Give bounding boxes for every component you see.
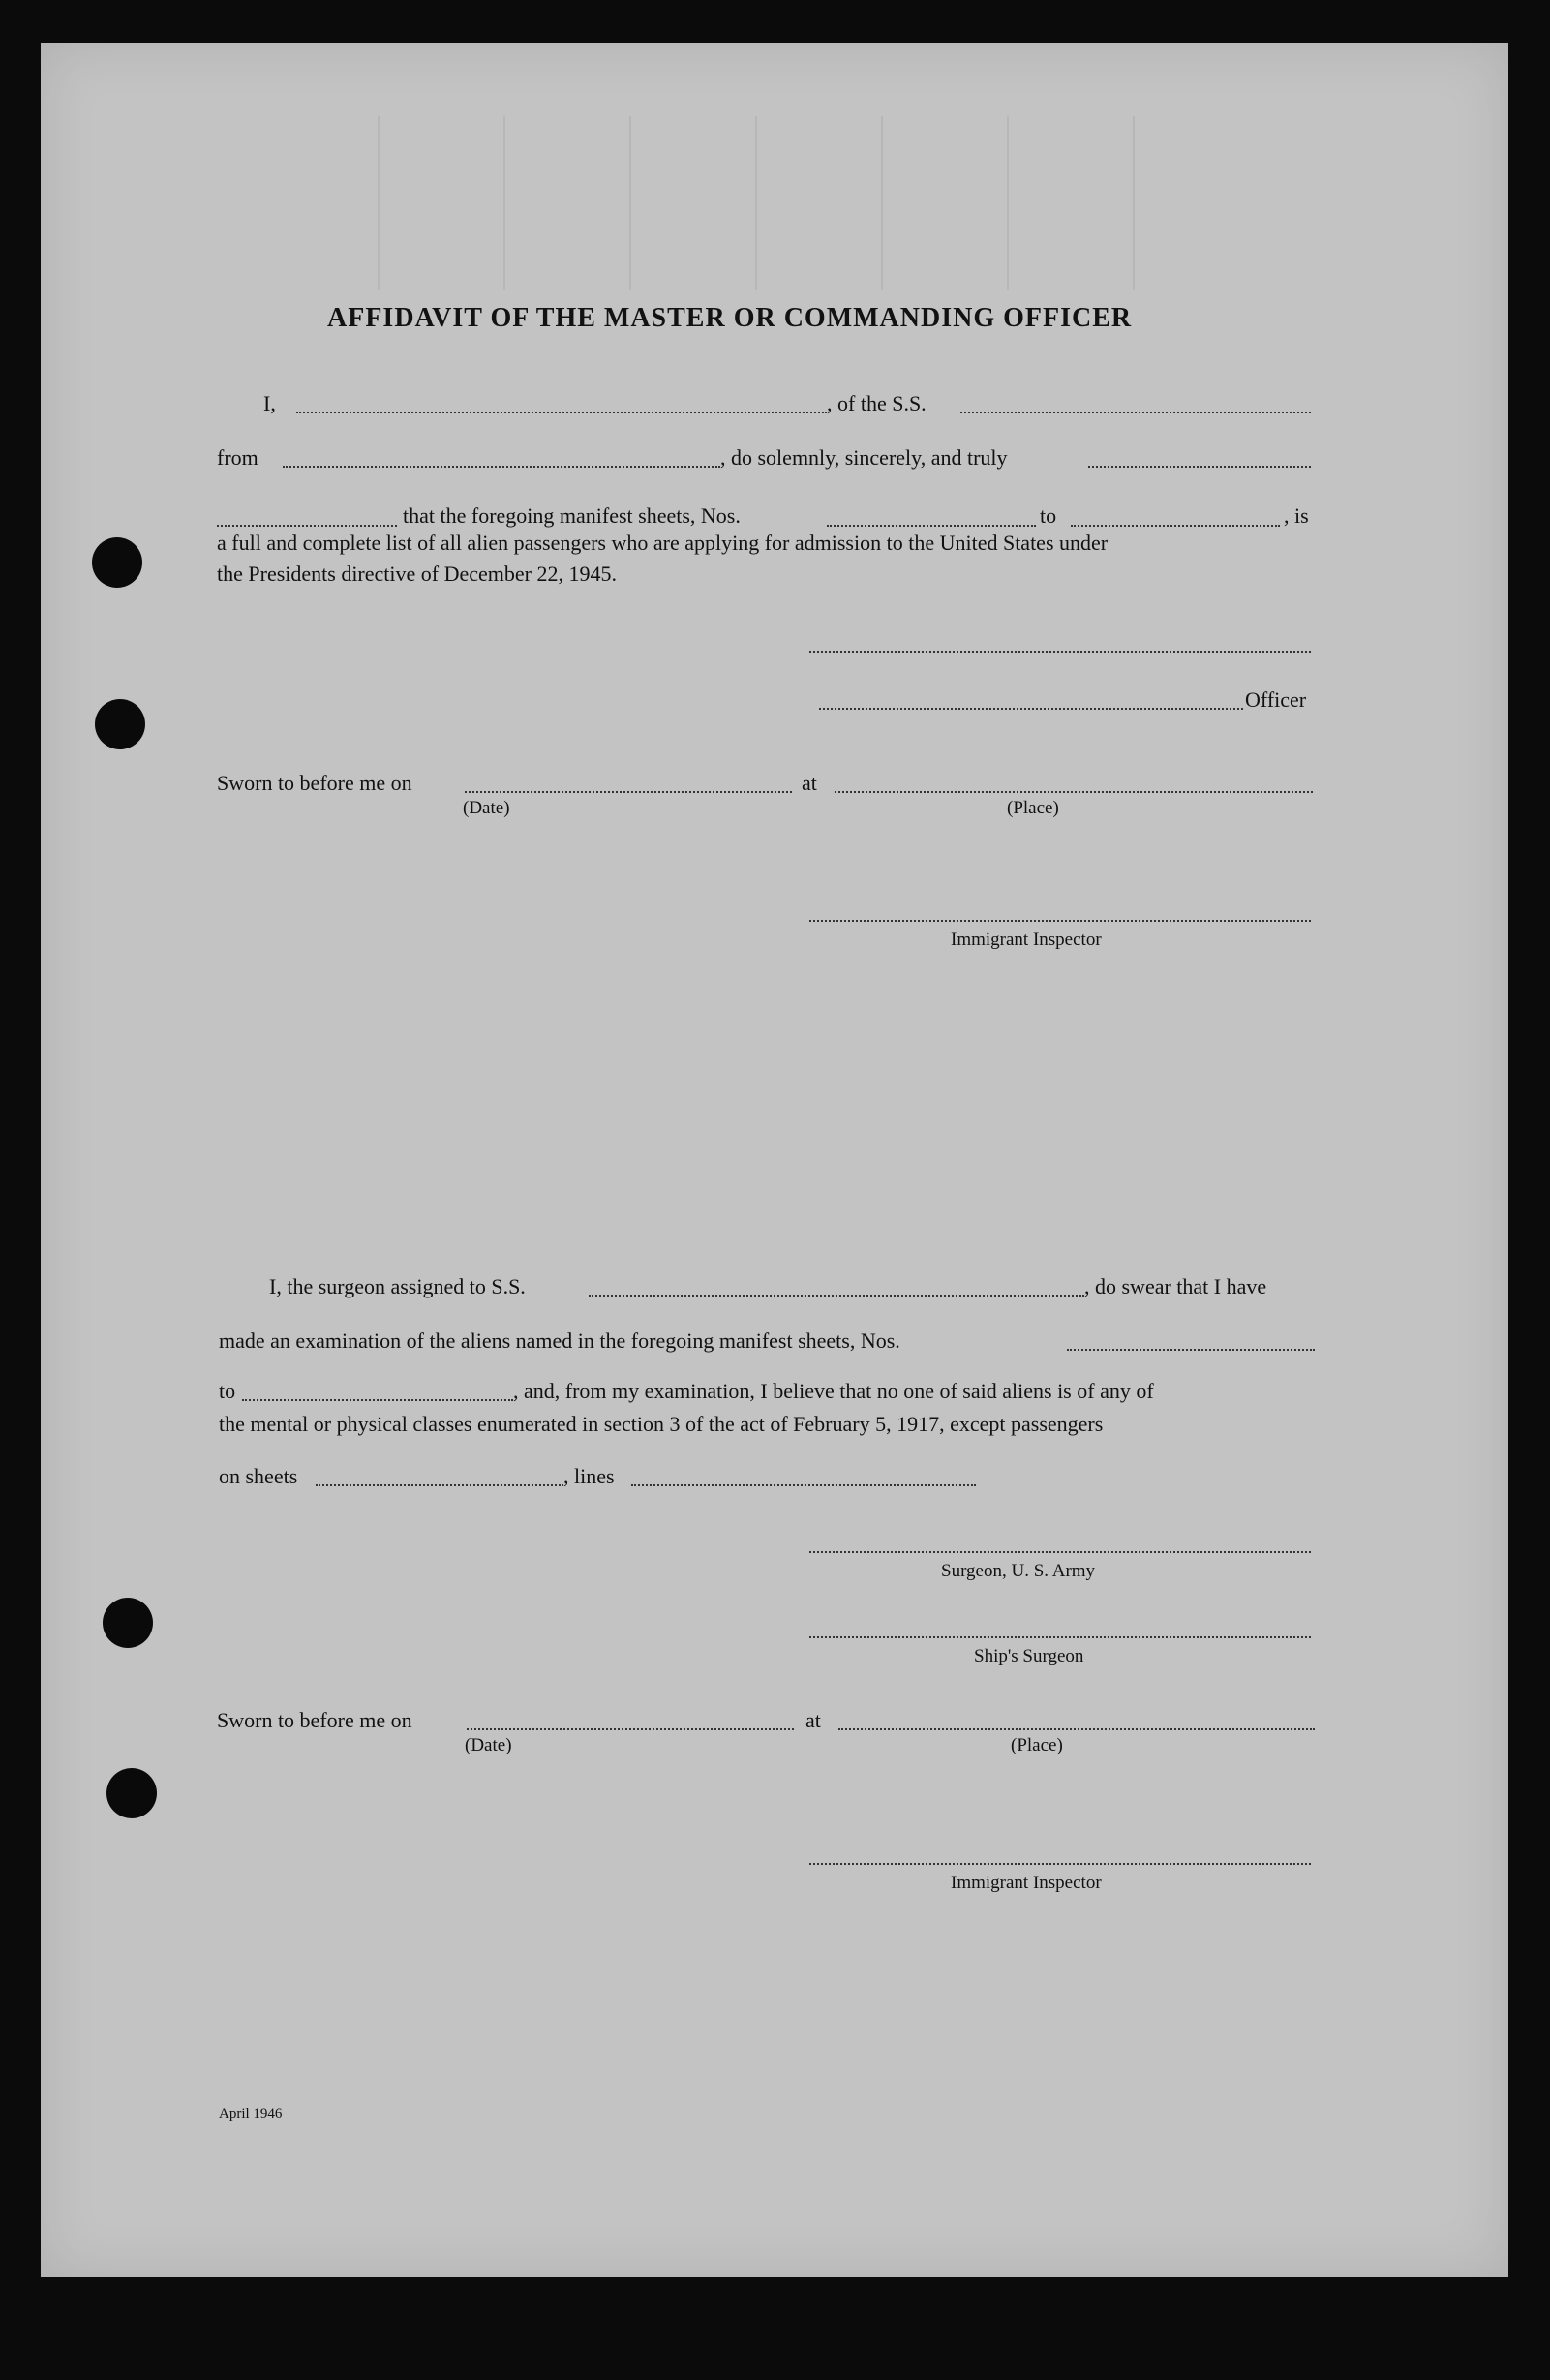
sheet-from-field[interactable] xyxy=(827,525,1036,527)
punch-hole xyxy=(92,537,142,588)
text-surgeon-assigned: I, the surgeon assigned to S.S. xyxy=(269,1274,526,1298)
bleed-through-column xyxy=(503,116,548,290)
officer-signature-line[interactable] xyxy=(819,708,1243,710)
label-date: (Date) xyxy=(463,798,510,818)
punch-hole xyxy=(103,1598,153,1648)
army-surgeon-signature-line[interactable] xyxy=(809,1551,1311,1553)
text-swear: , do solemnly, sincerely, and truly xyxy=(720,445,1008,470)
page-title: AFFIDAVIT OF THE MASTER OR COMMANDING OFFICER xyxy=(327,303,1133,333)
sworn2-place-field[interactable] xyxy=(838,1728,1315,1730)
text-surgeon-army: Surgeon, U. S. Army xyxy=(941,1561,1096,1581)
text-full-list: a full and complete list of all alien passengers who are applying for admission to the United States under xyxy=(217,531,1109,555)
name-field[interactable] xyxy=(296,412,827,413)
text-lines: , lines xyxy=(563,1464,615,1488)
punch-hole xyxy=(95,699,145,749)
text-on-sheets: on sheets xyxy=(219,1464,298,1488)
text-from: from xyxy=(217,445,258,470)
text-at-2: at xyxy=(805,1708,821,1732)
text-at: at xyxy=(802,771,817,795)
bleed-through-column xyxy=(1133,116,1177,290)
bleed-through-column xyxy=(755,116,800,290)
text-of-ss: , of the S.S. xyxy=(827,391,927,415)
on-sheets-field[interactable] xyxy=(316,1484,563,1486)
document-page xyxy=(41,43,1508,2277)
label-place: (Place) xyxy=(1007,798,1059,818)
sworn2-date-field[interactable] xyxy=(467,1728,794,1730)
text-made-examination: made an examination of the aliens named in the foregoing manifest sheets, Nos. xyxy=(219,1328,900,1353)
lines-field[interactable] xyxy=(631,1484,976,1486)
bleed-through-column xyxy=(378,116,422,290)
text-to-2: to xyxy=(219,1379,236,1403)
surgeon-to-field[interactable] xyxy=(242,1399,513,1401)
text-ships-surgeon: Ship's Surgeon xyxy=(974,1646,1084,1666)
bleed-through-column xyxy=(629,116,674,290)
inspector-signature-line[interactable] xyxy=(809,920,1311,922)
text-to: to xyxy=(1040,503,1057,528)
sheet-to-field[interactable] xyxy=(1071,525,1280,527)
inspector2-signature-line[interactable] xyxy=(809,1863,1311,1865)
signature-line[interactable] xyxy=(809,651,1311,653)
text-i: I, xyxy=(263,391,276,415)
bleed-through-column xyxy=(1007,116,1051,290)
text-officer: Officer xyxy=(1245,687,1307,712)
punch-hole xyxy=(106,1768,157,1818)
text-manifest: that the foregoing manifest sheets, Nos. xyxy=(403,503,741,528)
text-from-examination: , and, from my examination, I believe that no one of said aliens is of any of xyxy=(513,1379,1154,1403)
surgeon-nos-field[interactable] xyxy=(1067,1349,1315,1351)
label-place-2: (Place) xyxy=(1011,1735,1063,1755)
oath-field[interactable] xyxy=(217,525,397,527)
text-do-swear: , do swear that I have xyxy=(1084,1274,1267,1298)
text-sworn: Sworn to before me on xyxy=(217,771,412,795)
text-is: , is xyxy=(1284,503,1309,528)
text-sworn-2: Sworn to before me on xyxy=(217,1708,412,1732)
text-mental-physical: the mental or physical classes enumerated in section 3 of the act of February 5, 1917, except passengers xyxy=(219,1412,1104,1436)
surgeon-ship-field[interactable] xyxy=(589,1295,1084,1297)
swear-field[interactable] xyxy=(1088,466,1311,468)
sworn-date-field[interactable] xyxy=(465,791,792,793)
bleed-through-column xyxy=(881,116,926,290)
text-immigrant-inspector-2: Immigrant Inspector xyxy=(951,1873,1102,1893)
from-field[interactable] xyxy=(283,466,720,468)
ship-name-field[interactable] xyxy=(960,412,1311,413)
sworn-place-field[interactable] xyxy=(835,791,1313,793)
footer-date: April 1946 xyxy=(219,2106,283,2121)
text-directive: the Presidents directive of December 22, 1945. xyxy=(217,562,617,586)
label-date-2: (Date) xyxy=(465,1735,512,1755)
ship-surgeon-signature-line[interactable] xyxy=(809,1636,1311,1638)
text-immigrant-inspector: Immigrant Inspector xyxy=(951,930,1102,950)
